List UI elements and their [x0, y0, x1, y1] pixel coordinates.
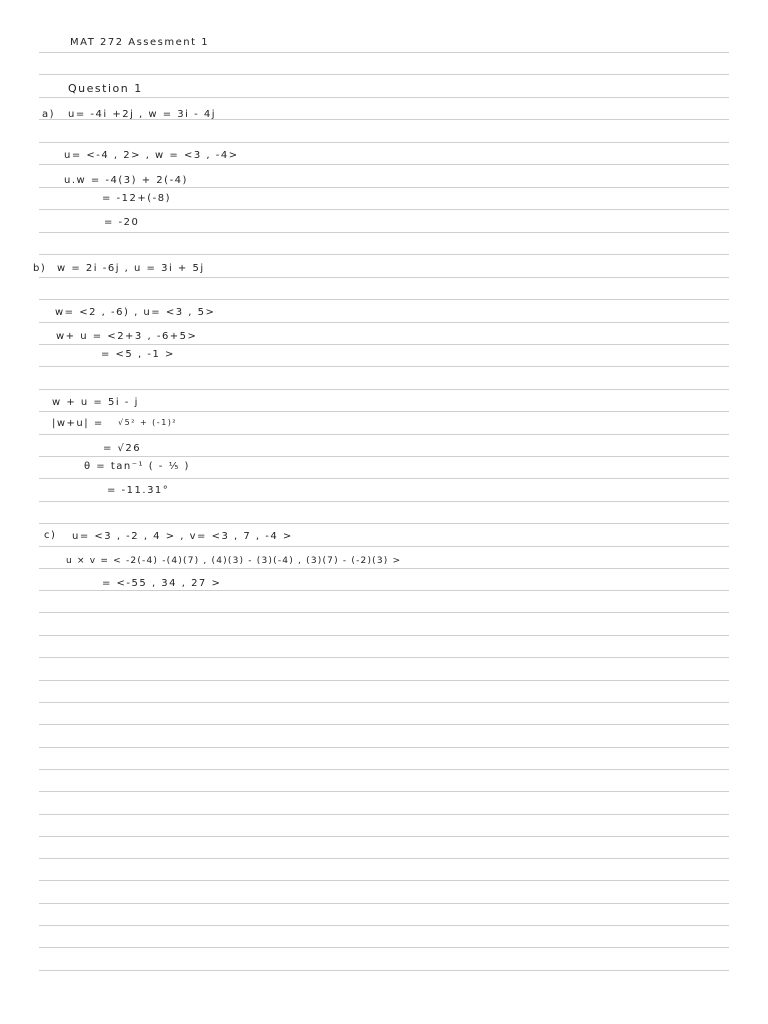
part-b-magnitude-lhs: |w+u| =	[52, 418, 104, 429]
assessment-header: MAT 272 Assesment 1	[70, 37, 210, 48]
ruled-line	[39, 142, 729, 143]
part-a-line-2: u.w = -4(3) + 2(-4)	[64, 175, 188, 186]
ruled-line	[39, 52, 729, 53]
ruled-line	[39, 612, 729, 613]
ruled-line	[39, 903, 729, 904]
ruled-line	[39, 769, 729, 770]
part-b-line-6: = √26	[103, 443, 142, 454]
part-a-label: a)	[42, 109, 56, 120]
part-b-line-3: = <5 , -1 >	[101, 349, 175, 360]
part-b-line-7: θ = tan⁻¹ ( - ⅕ )	[84, 461, 190, 472]
ruled-line	[39, 947, 729, 948]
ruled-line	[39, 478, 729, 479]
ruled-line	[39, 635, 729, 636]
ruled-line	[39, 456, 729, 457]
part-a-given: u= -4i +2j , w = 3i - 4j	[68, 109, 217, 120]
part-b-given: w = 2i -6j , u = 3i + 5j	[57, 263, 205, 274]
ruled-line	[39, 389, 729, 390]
ruled-line	[39, 791, 729, 792]
part-b-line-2: w+ u = <2+3 , -6+5>	[56, 331, 198, 342]
ruled-line	[39, 74, 729, 75]
part-c-label: c)	[44, 530, 57, 541]
part-b-line-8: = -11.31°	[107, 485, 170, 496]
ruled-line	[39, 299, 729, 300]
ruled-line	[39, 164, 729, 165]
ruled-line	[39, 366, 729, 367]
part-b-line-1: w= <2 , -6) , u= <3 , 5>	[55, 307, 216, 318]
ruled-line	[39, 680, 729, 681]
ruled-line	[39, 657, 729, 658]
ruled-line	[39, 970, 729, 971]
ruled-line	[39, 880, 729, 881]
part-a-line-1: u= <-4 , 2> , w = <3 , -4>	[64, 150, 239, 161]
ruled-line	[39, 747, 729, 748]
part-c-given: u= <3 , -2 , 4 > , v= <3 , 7 , -4 >	[72, 531, 293, 542]
part-b-label: b)	[33, 263, 47, 274]
ruled-line	[39, 344, 729, 345]
ruled-line	[39, 546, 729, 547]
ruled-line	[39, 322, 729, 323]
ruled-line	[39, 814, 729, 815]
ruled-line	[39, 232, 729, 233]
part-c-line-2: = <-55 , 34 , 27 >	[102, 578, 222, 589]
ruled-line	[39, 836, 729, 837]
ruled-line	[39, 501, 729, 502]
ruled-line	[39, 209, 729, 210]
part-b-line-4: w + u = 5i - j	[52, 397, 139, 408]
ruled-line	[39, 187, 729, 188]
part-a-line-3: = -12+(-8)	[102, 193, 172, 204]
ruled-line	[39, 97, 729, 98]
ruled-line	[39, 277, 729, 278]
ruled-line	[39, 568, 729, 569]
question-title: Question 1	[68, 82, 143, 95]
ruled-line	[39, 590, 729, 591]
ruled-line	[39, 254, 729, 255]
part-b-magnitude-rhs: √5² + (-1)²	[118, 418, 178, 427]
ruled-line	[39, 434, 729, 435]
ruled-line	[39, 523, 729, 524]
ruled-line	[39, 925, 729, 926]
part-a-line-4: = -20	[104, 217, 140, 228]
ruled-line	[39, 702, 729, 703]
ruled-line	[39, 411, 729, 412]
part-c-line-1: u × v = < -2(-4) -(4)(7) , (4)(3) - (3)(-4) , (3)(7) - (-2)(3) >	[66, 556, 402, 566]
ruled-line	[39, 858, 729, 859]
ruled-line	[39, 724, 729, 725]
